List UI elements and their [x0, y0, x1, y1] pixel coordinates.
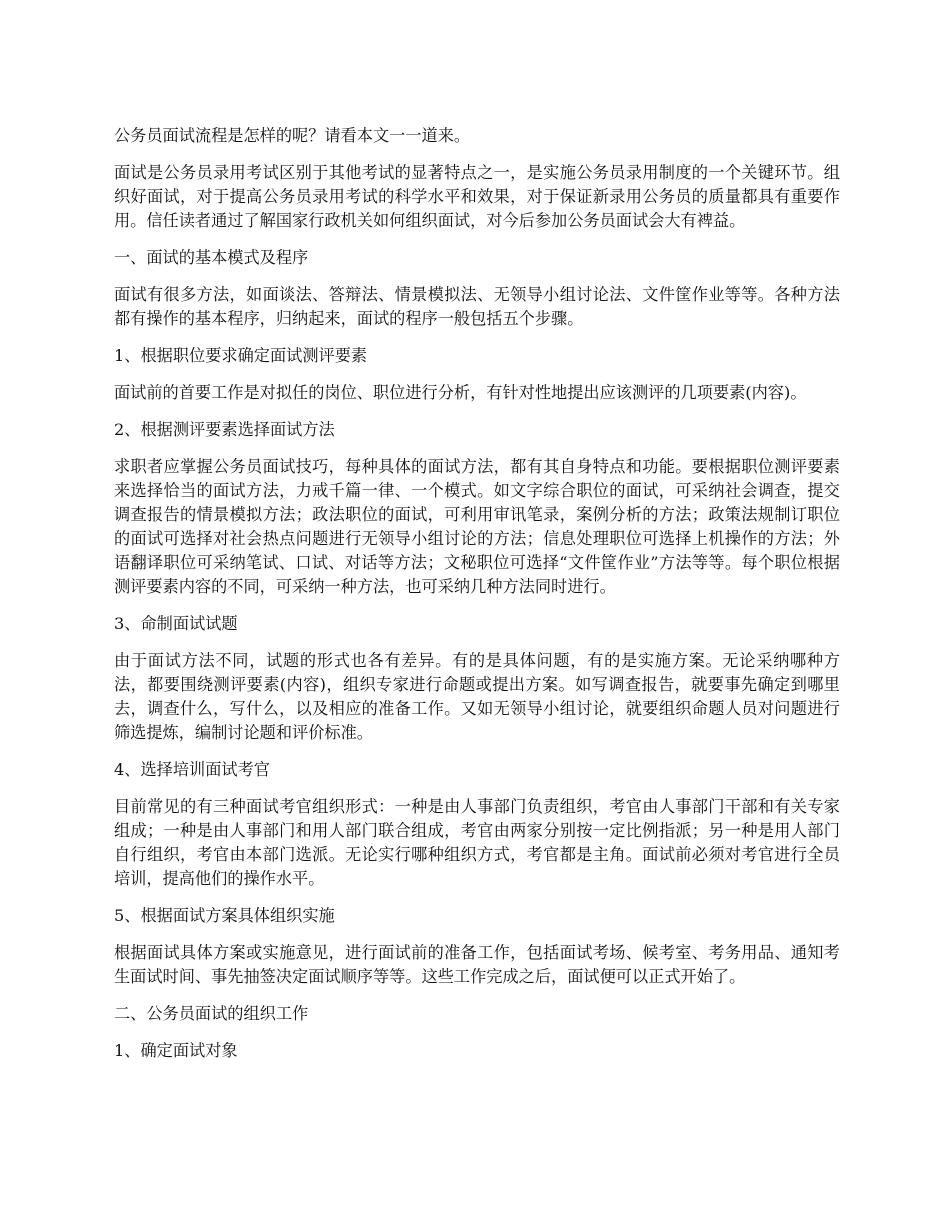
section-heading: 二、公务员面试的组织工作 — [114, 1004, 309, 1023]
step-heading: 3、命制面试试题 — [114, 614, 238, 633]
body-paragraph: 目前常见的有三种面试考官组织形式：一种是由人事部门负责组织，考官由人事部门干部和有关专家组成；一种是由人事部门和用人部门联合组成，考官由两家分别按一定比例指派；另一种是用人部门自行组织，考官由本部门选派。无论实行哪种组织方式，考官都是主角。面试前必须对考官进行全员培训，提高他们的操作水平。 — [114, 797, 840, 888]
step-heading: 1、确定面试对象 — [114, 1041, 238, 1060]
body-paragraph: 根据面试具体方案或实施意见，进行面试前的准备工作，包括面试考场、候考室、考务用品、通知考生面试时间、事先抽签决定面试顺序等等。这些工作完成之后，面试便可以正式开始了。 — [114, 943, 840, 986]
body-paragraph: 求职者应掌握公务员面试技巧，每种具体的面试方法，都有其自身特点和功能。要根据职位测评要素来选择恰当的面试方法，力戒千篇一律、一个模式。如文字综合职位的面试，可采纳社会调查，提交调查报告的情景模拟方法；政法职位的面试，可利用审讯笔录，案例分析的方法；政策法规制订职位的面试可选择对社会热点问题进行无领导小组讨论的方法；信息处理职位可选择上机操作的方法；外语翻译职位可采纳笔试、口试、对话等方法；文秘职位可选择“文件筐作业”方法等等。每个职位根据测评要素内容的不同，可采纳一种方法，也可采纳几种方法同时进行。 — [114, 457, 840, 596]
document-body — [114, 124, 840, 1076]
step-heading: 2、根据测评要素选择面试方法 — [114, 420, 335, 439]
body-paragraph: 面试有很多方法，如面谈法、答辩法、情景模拟法、无领导小组讨论法、文件筐作业等等。各种方法都有操作的基本程序，归纳起来，面试的程序一般包括五个步骤。 — [114, 285, 840, 328]
intro-paragraph: 公务员面试流程是怎样的呢？请看本文一一道来。 — [114, 126, 471, 145]
step-heading: 4、选择培训面试考官 — [114, 760, 270, 779]
body-paragraph: 面试前的首要工作是对拟任的岗位、职位进行分析，有针对性地提出应该测评的几项要素(内容)。 — [114, 383, 807, 402]
body-paragraph: 面试是公务员录用考试区别于其他考试的显著特点之一，是实施公务员录用制度的一个关键环节。组织好面试，对于提高公务员录用考试的科学水平和效果，对于保证新录用公务员的质量都具有重要作用。信任读者通过了解国家行政机关如何组织面试，对今后参加公务员面试会大有裨益。 — [114, 163, 840, 230]
section-heading: 一、面试的基本模式及程序 — [114, 248, 309, 267]
step-heading: 5、根据面试方案具体组织实施 — [114, 906, 335, 925]
step-heading: 1、根据职位要求确定面试测评要素 — [114, 346, 368, 365]
body-paragraph: 由于面试方法不同，试题的形式也各有差异。有的是具体问题，有的是实施方案。无论采纳哪种方法，都要围绕测评要素(内容)，组织专家进行命题或提出方案。如写调查报告，就要事先确定到哪里去，调查什么，写什么，以及相应的准备工作。又如无领导小组讨论，就要组织命题人员对问题进行筛选提炼，编制讨论题和评价标准。 — [114, 651, 840, 742]
